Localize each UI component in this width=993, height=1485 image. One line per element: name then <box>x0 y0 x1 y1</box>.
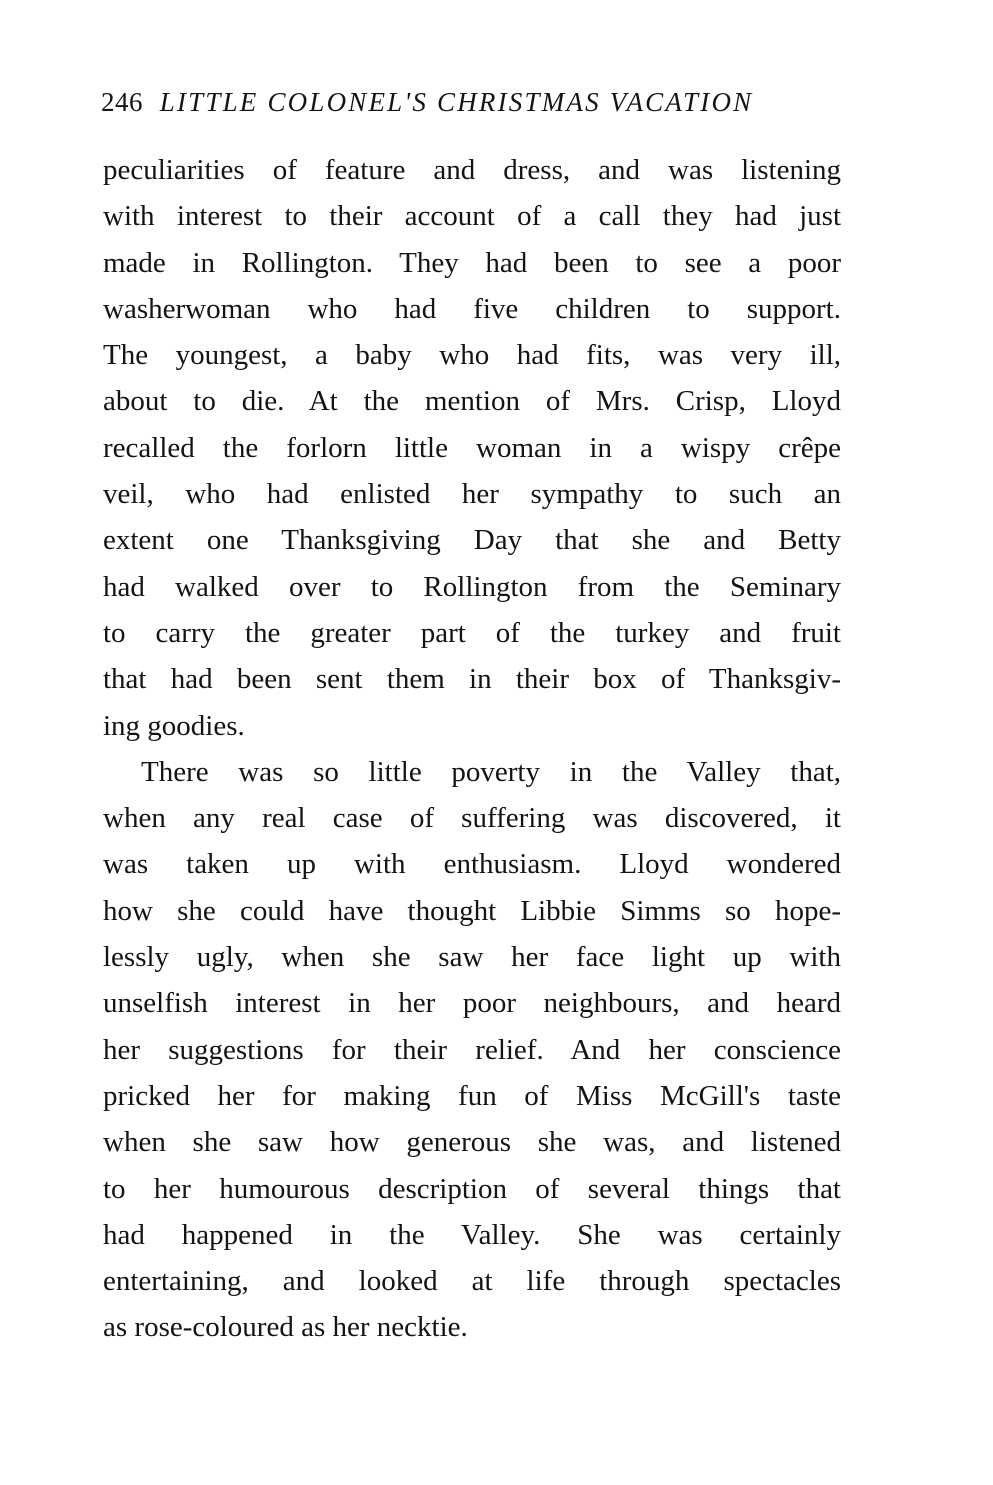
text-line: had happened in the Valley. She was certainly <box>103 1218 841 1251</box>
text-line: when any real case of suffering was discovered, it <box>103 802 841 835</box>
text-line: as rose-coloured as her necktie. <box>103 1311 468 1344</box>
text-line: had walked over to Rollington from the Seminary <box>103 570 841 603</box>
text-line: when she saw how generous she was, and listened <box>103 1126 841 1159</box>
text-line: ing goodies. <box>103 709 245 742</box>
text-line: to carry the greater part of the turkey and fruit <box>103 616 841 649</box>
text-line: washerwoman who had five children to support. <box>103 292 841 325</box>
text-line: unselfish interest in her poor neighbours, and heard <box>103 987 841 1020</box>
text-line: pricked her for making fun of Miss McGill's taste <box>103 1079 841 1112</box>
body-text <box>103 147 841 1351</box>
paragraph-1 <box>103 147 841 749</box>
text-line: to her humourous description of several things that <box>103 1172 841 1205</box>
text-line: veil, who had enlisted her sympathy to such an <box>103 478 841 511</box>
text-line: extent one Thanksgiving Day that she and Betty <box>103 524 841 557</box>
text-line: her suggestions for their relief. And her conscience <box>103 1033 841 1066</box>
running-title: LITTLE COLONEL'S CHRISTMAS VACATION <box>159 87 754 117</box>
text-line: that had been sent them in their box of Thanksgiv- <box>103 663 841 696</box>
page-number: 246 <box>101 87 143 117</box>
text-line: The youngest, a baby who had fits, was very ill, <box>103 339 841 372</box>
text-line: lessly ugly, when she saw her face light up with <box>103 941 841 974</box>
text-line: was taken up with enthusiasm. Lloyd wondered <box>103 848 841 881</box>
text-line: with interest to their account of a call they had just <box>103 200 841 233</box>
text-line: how she could have thought Libbie Simms so hope- <box>103 894 841 927</box>
text-line: peculiarities of feature and dress, and was listening <box>103 154 841 186</box>
text-line: recalled the forlorn little woman in a wispy crêpe <box>103 431 841 464</box>
text-line: about to die. At the mention of Mrs. Crisp, Lloyd <box>103 385 841 418</box>
paragraph-2 <box>103 749 841 1351</box>
text-line: There was so little poverty in the Valley that, <box>141 755 841 788</box>
text-line: entertaining, and looked at life through spectacles <box>103 1265 841 1298</box>
running-head <box>101 84 841 120</box>
text-line: made in Rollington. They had been to see a poor <box>103 246 841 279</box>
